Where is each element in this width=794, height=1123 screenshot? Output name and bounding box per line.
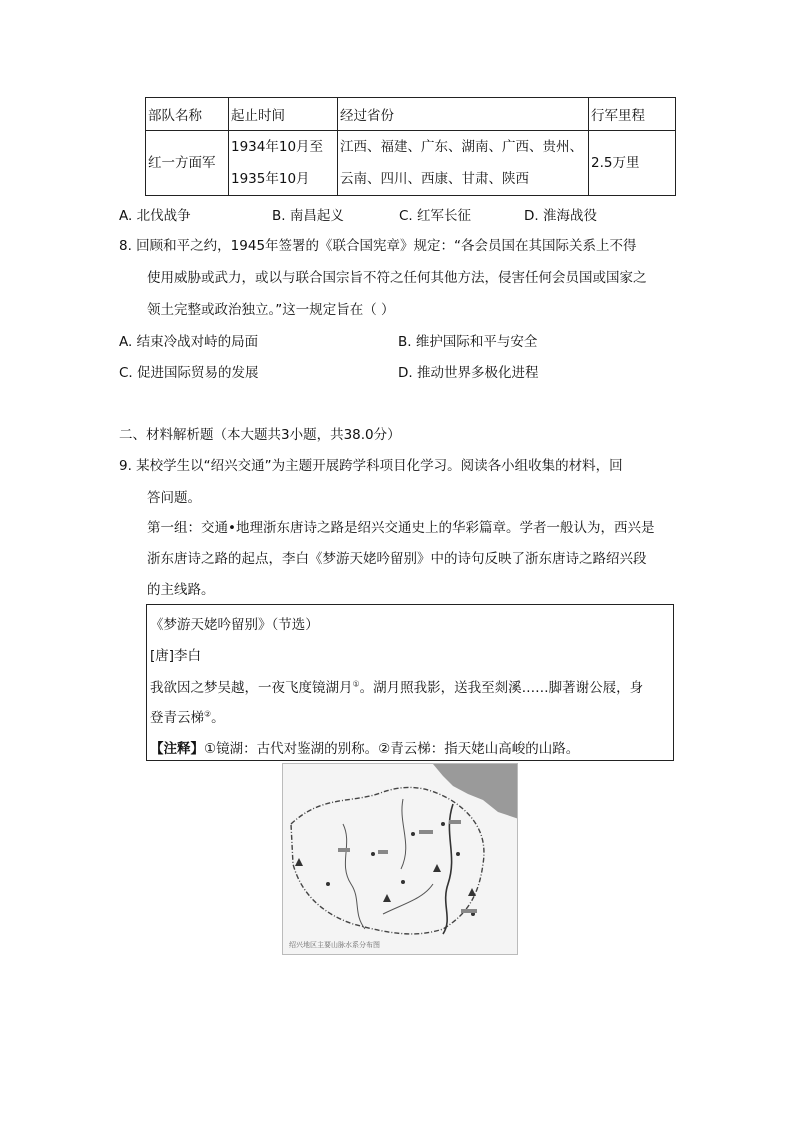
poem-text: 。湖月照我影，送我至剡溪……脚著谢公屐，身 bbox=[359, 680, 644, 696]
river bbox=[343, 824, 365, 929]
map-drawing bbox=[283, 764, 518, 955]
note-text: ①镜湖：古代对鉴湖的别称。②青云梯：指天姥山高峻的山路。 bbox=[204, 741, 580, 757]
poem-note bbox=[150, 737, 579, 757]
q8-line: 领土完整或政治独立。”这一规定旨在（ ） bbox=[147, 302, 395, 318]
place-marks bbox=[295, 822, 476, 916]
q7-option-c[interactable]: C. 红军长征 bbox=[399, 208, 472, 224]
poem-text: 我欲因之梦吴越，一夜飞度镜湖月 bbox=[150, 680, 353, 696]
q8-line: 使用威胁或武力，或以与联合国宗旨不符之任何其他方法，侵害任何会员国或国家之 bbox=[147, 270, 647, 286]
table-cell-time bbox=[229, 131, 338, 196]
map-labels bbox=[338, 820, 477, 913]
section-heading: 二、材料解析题（本大题共3小题，共38.0分） bbox=[119, 427, 401, 443]
q8-option-c[interactable]: C. 促进国际贸易的发展 bbox=[119, 365, 259, 381]
table-cell-distance: 2.5万里 bbox=[589, 131, 676, 196]
q7-options bbox=[119, 204, 679, 224]
table-cell-provinces bbox=[338, 131, 589, 196]
map-figure bbox=[282, 763, 518, 955]
march-table bbox=[145, 97, 676, 196]
q8-option-a[interactable]: A. 结束冷战对峙的局面 bbox=[119, 334, 259, 350]
q7-option-d[interactable]: D. 淮海战役 bbox=[524, 208, 597, 224]
q9-line: 9. 某校学生以“绍兴交通”为主题开展跨学科项目化学习。阅读各小组收集的材料，回 bbox=[119, 458, 623, 474]
table-header: 行军里程 bbox=[589, 98, 676, 131]
q8-option-b[interactable]: B. 维护国际和平与安全 bbox=[398, 334, 538, 350]
map-caption: 绍兴地区主要山脉水系分布图 bbox=[289, 941, 380, 949]
bay-area bbox=[433, 764, 518, 819]
time-line: 1934年10月至 bbox=[231, 139, 324, 155]
poem-text: 登青云梯 bbox=[150, 710, 204, 726]
q9-line: 的主线路。 bbox=[147, 582, 215, 598]
q9-line: 第一组：交通•地理浙东唐诗之路是绍兴交通史上的华彩篇章。学者一般认为，西兴是 bbox=[147, 520, 655, 536]
table-header: 部队名称 bbox=[146, 98, 229, 131]
note-mark: ② bbox=[204, 709, 212, 719]
poem-line bbox=[150, 676, 643, 696]
q9-line: 答问题。 bbox=[147, 490, 201, 506]
table-cell-unit: 红一方面军 bbox=[146, 131, 229, 196]
poem-line bbox=[150, 706, 225, 726]
time-line: 1935年10月 bbox=[231, 171, 310, 187]
poem-text: 。 bbox=[211, 710, 225, 726]
q9-line: 浙东唐诗之路的起点，李白《梦游天姥吟留别》中的诗句反映了浙东唐诗之路绍兴段 bbox=[147, 551, 647, 567]
q8-line: 8. 回顾和平之约，1945年签署的《联合国宪章》规定：“各会员国在其国际关系上不得 bbox=[119, 238, 637, 254]
poem-title: 《梦游天姥吟留别》（节选） bbox=[150, 617, 319, 633]
table-header: 经过省份 bbox=[338, 98, 589, 131]
provinces-line: 云南、四川、西康、甘肃、陕西 bbox=[340, 171, 529, 187]
poem-box bbox=[146, 604, 674, 761]
note-mark: ① bbox=[352, 679, 360, 689]
poem-author: [唐]李白 bbox=[150, 648, 202, 664]
q7-option-a[interactable]: A. 北伐战争 bbox=[119, 208, 191, 224]
q7-option-b[interactable]: B. 南昌起义 bbox=[272, 208, 344, 224]
provinces-line: 江西、福建、广东、湖南、广西、贵州、 bbox=[340, 139, 583, 155]
river bbox=[401, 799, 406, 869]
river bbox=[383, 884, 433, 914]
table-header: 起止时间 bbox=[229, 98, 338, 131]
q8-option-d[interactable]: D. 推动世界多极化进程 bbox=[398, 365, 539, 381]
note-label: 【注释】 bbox=[150, 741, 204, 757]
